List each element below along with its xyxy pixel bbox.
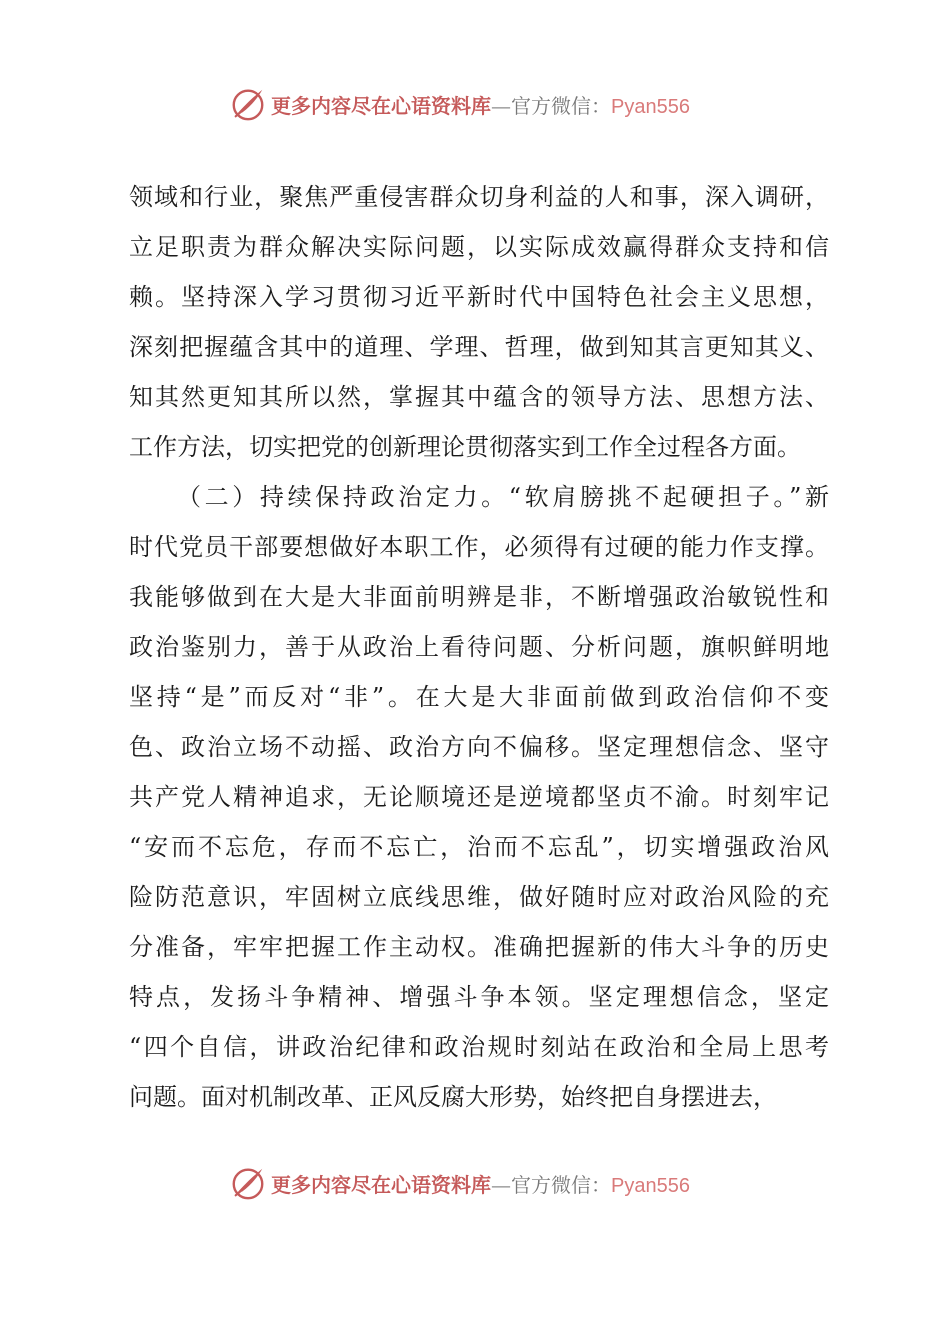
text-line: 工作方法，切实把党的创新理论贯彻落实到工作全过程各方面。	[129, 433, 801, 461]
body-text	[129, 172, 829, 1122]
header-banner	[229, 84, 690, 124]
text-line: 知其然更知其所以然，掌握其中蕴含的领导方法、思想方法、	[129, 383, 829, 411]
text-line: 赖。坚持深入学习贯彻习近平新时代中国特色社会主义思想，	[129, 283, 829, 311]
banner-text	[271, 1169, 690, 1198]
text-line: 坚持“是”而反对“非”。在大是大非面前做到政治信仰不变	[129, 683, 829, 711]
banner-handle: Pyan556	[611, 95, 690, 118]
banner-main-text: 更多内容尽在心语资料库	[271, 93, 491, 118]
banner-text	[271, 90, 690, 119]
text-line: 险防范意识，牢固树立底线思维，做好随时应对政治风险的充	[129, 883, 829, 911]
banner-sub-text: 官方微信：	[511, 93, 611, 118]
banner-sub-text: 官方微信：	[511, 1172, 611, 1197]
text-line: 共产党人精神追求，无论顺境还是逆境都坚贞不渝。时刻牢记	[129, 783, 829, 811]
banner-main-text: 更多内容尽在心语资料库	[271, 1172, 491, 1197]
text-line: “安而不忘危，存而不忘亡，治而不忘乱”，切实增强政治风	[129, 833, 829, 861]
banner-separator: —	[491, 93, 511, 118]
banner-separator: —	[491, 1172, 511, 1197]
text-line: 政治鉴别力，善于从政治上看待问题、分析问题，旗帜鲜明地	[129, 633, 829, 661]
text-line: “四个自信，讲政治纪律和政治规时刻站在政治和全局上思考	[129, 1033, 829, 1061]
footer-banner	[229, 1163, 690, 1203]
text-line: 我能够做到在大是大非面前明辨是非，不断增强政治敏锐性和	[129, 583, 829, 611]
text-line: 时代党员干部要想做好本职工作，必须得有过硬的能力作支撑。	[129, 533, 829, 561]
text-line: 特点，发扬斗争精神、增强斗争本领。坚定理想信念，坚定	[129, 983, 829, 1011]
text-line: 深刻把握蕴含其中的道理、学理、哲理，做到知其言更知其义、	[129, 333, 829, 361]
quill-logo-icon	[229, 85, 267, 123]
quill-logo-icon	[229, 1164, 267, 1202]
text-line: 分准备，牢牢把握工作主动权。准确把握新的伟大斗争的历史	[129, 933, 829, 961]
text-line: 立足职责为群众解决实际问题，以实际成效赢得群众支持和信	[129, 233, 829, 261]
text-line: 问题。面对机制改革、正风反腐大形势，始终把自身摆进去，	[129, 1083, 777, 1111]
banner-handle: Pyan556	[611, 1174, 690, 1197]
text-line: 色、政治立场不动摇、政治方向不偏移。坚定理想信念、坚守	[129, 733, 829, 761]
text-line-paragraph-start: （二）持续保持政治定力。“软肩膀挑不起硬担子。”新	[177, 483, 829, 511]
text-line: 领域和行业，聚焦严重侵害群众切身利益的人和事，深入调研，	[129, 183, 829, 211]
